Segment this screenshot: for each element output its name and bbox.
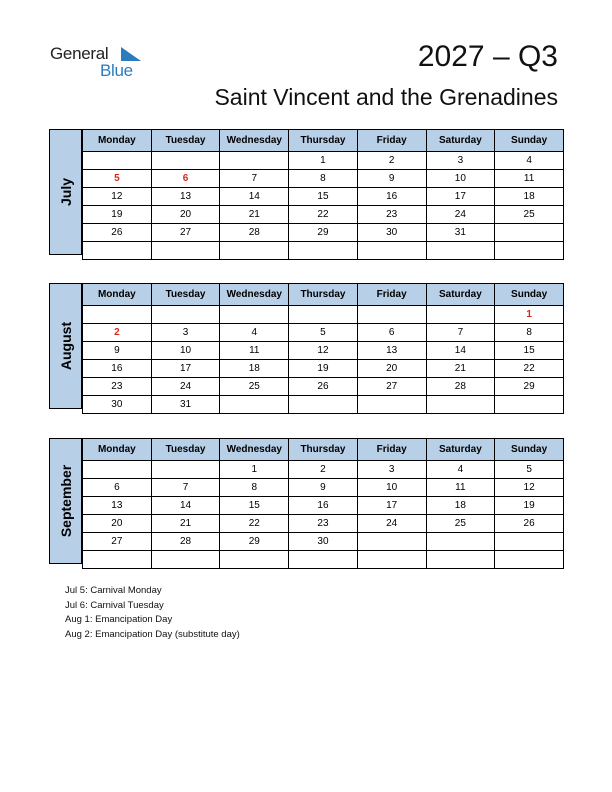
logo-blue-text: Blue	[100, 61, 133, 80]
weekday-header: Saturday	[426, 284, 495, 306]
day-cell: 21	[426, 360, 495, 378]
day-cell: 24	[151, 378, 220, 396]
day-cell	[151, 551, 220, 569]
day-cell	[83, 461, 152, 479]
day-cell	[220, 152, 289, 170]
day-cell: 23	[357, 206, 426, 224]
day-cell	[151, 461, 220, 479]
weekday-header: Tuesday	[151, 130, 220, 152]
day-cell: 11	[426, 479, 495, 497]
weekday-header-row	[83, 284, 564, 306]
day-cell: 11	[220, 342, 289, 360]
day-cell: 17	[151, 360, 220, 378]
day-cell: 15	[289, 188, 358, 206]
day-cell	[426, 533, 495, 551]
day-cell	[289, 551, 358, 569]
day-cell: 12	[495, 479, 564, 497]
day-cell	[83, 306, 152, 324]
day-cell: 26	[289, 378, 358, 396]
day-cell: 18	[495, 188, 564, 206]
day-cell: 19	[495, 497, 564, 515]
logo-triangle-icon	[121, 47, 141, 61]
calendar-table	[82, 129, 564, 260]
day-cell	[151, 242, 220, 260]
logo-general-text: General	[50, 44, 109, 63]
month-label: August	[57, 321, 74, 371]
day-cell: 16	[357, 188, 426, 206]
holiday-note: Aug 2: Emancipation Day (substitute day)	[65, 629, 240, 641]
weekday-header: Friday	[357, 284, 426, 306]
day-cell: 12	[83, 188, 152, 206]
weekday-header: Sunday	[495, 130, 564, 152]
day-cell: 25	[426, 515, 495, 533]
day-cell	[495, 242, 564, 260]
day-cell	[83, 242, 152, 260]
day-cell: 3	[357, 461, 426, 479]
month-label: September	[57, 464, 74, 538]
day-cell: 24	[357, 515, 426, 533]
week-row	[83, 342, 564, 360]
day-cell: 3	[426, 152, 495, 170]
holiday-note: Aug 1: Emancipation Day	[65, 614, 173, 626]
day-cell: 9	[357, 170, 426, 188]
week-row	[83, 306, 564, 324]
day-cell: 1	[289, 152, 358, 170]
day-cell	[426, 306, 495, 324]
day-cell: 25	[220, 378, 289, 396]
day-cell: 7	[220, 170, 289, 188]
day-cell: 13	[357, 342, 426, 360]
day-cell: 4	[426, 461, 495, 479]
day-cell: 15	[220, 497, 289, 515]
day-cell: 6	[83, 479, 152, 497]
calendar-table	[82, 438, 564, 569]
day-cell: 19	[83, 206, 152, 224]
day-cell: 26	[495, 515, 564, 533]
day-cell: 21	[220, 206, 289, 224]
day-cell: 29	[495, 378, 564, 396]
day-cell: 17	[426, 188, 495, 206]
day-cell: 4	[495, 152, 564, 170]
day-cell: 27	[83, 533, 152, 551]
week-row	[83, 479, 564, 497]
month-label: July	[57, 177, 74, 207]
week-row	[83, 188, 564, 206]
weekday-header: Friday	[357, 130, 426, 152]
day-cell	[289, 242, 358, 260]
day-cell: 30	[83, 396, 152, 414]
day-cell: 23	[289, 515, 358, 533]
day-cell: 8	[495, 324, 564, 342]
day-cell: 1	[220, 461, 289, 479]
weekday-header: Monday	[83, 439, 152, 461]
day-cell: 8	[220, 479, 289, 497]
day-cell: 2	[83, 324, 152, 342]
day-cell: 20	[357, 360, 426, 378]
day-cell: 2	[357, 152, 426, 170]
week-row	[83, 533, 564, 551]
day-cell: 31	[151, 396, 220, 414]
day-cell: 30	[357, 224, 426, 242]
week-row	[83, 170, 564, 188]
day-cell: 13	[151, 188, 220, 206]
day-cell: 1	[495, 306, 564, 324]
day-cell: 14	[151, 497, 220, 515]
day-cell: 15	[495, 342, 564, 360]
weekday-header: Sunday	[495, 439, 564, 461]
day-cell: 18	[426, 497, 495, 515]
day-cell: 22	[495, 360, 564, 378]
weekday-header: Thursday	[289, 284, 358, 306]
day-cell	[151, 152, 220, 170]
day-cell: 5	[289, 324, 358, 342]
day-cell: 29	[220, 533, 289, 551]
weekday-header: Saturday	[426, 130, 495, 152]
month-label-box	[49, 283, 82, 409]
day-cell: 23	[83, 378, 152, 396]
day-cell	[357, 551, 426, 569]
day-cell: 5	[83, 170, 152, 188]
month-label-box	[49, 129, 82, 255]
week-row	[83, 551, 564, 569]
day-cell	[151, 306, 220, 324]
day-cell: 7	[151, 479, 220, 497]
day-cell	[220, 306, 289, 324]
day-cell: 10	[426, 170, 495, 188]
day-cell	[357, 396, 426, 414]
day-cell: 9	[289, 479, 358, 497]
page-subtitle: Saint Vincent and the Grenadines	[214, 84, 558, 110]
day-cell	[357, 242, 426, 260]
week-row	[83, 242, 564, 260]
day-cell: 22	[220, 515, 289, 533]
weekday-header-row	[83, 130, 564, 152]
day-cell: 16	[289, 497, 358, 515]
weekday-header: Saturday	[426, 439, 495, 461]
week-row	[83, 360, 564, 378]
weekday-header-row	[83, 439, 564, 461]
day-cell: 2	[289, 461, 358, 479]
day-cell: 7	[426, 324, 495, 342]
weekday-header: Thursday	[289, 130, 358, 152]
week-row	[83, 206, 564, 224]
day-cell: 13	[83, 497, 152, 515]
day-cell: 21	[151, 515, 220, 533]
day-cell	[83, 551, 152, 569]
day-cell	[426, 242, 495, 260]
day-cell: 24	[426, 206, 495, 224]
day-cell: 30	[289, 533, 358, 551]
day-cell: 25	[495, 206, 564, 224]
day-cell: 8	[289, 170, 358, 188]
day-cell: 28	[220, 224, 289, 242]
day-cell: 20	[151, 206, 220, 224]
day-cell: 22	[289, 206, 358, 224]
day-cell	[495, 533, 564, 551]
day-cell: 11	[495, 170, 564, 188]
weekday-header: Monday	[83, 284, 152, 306]
day-cell: 14	[220, 188, 289, 206]
day-cell	[357, 306, 426, 324]
day-cell	[289, 306, 358, 324]
day-cell: 27	[357, 378, 426, 396]
day-cell: 19	[289, 360, 358, 378]
day-cell	[220, 396, 289, 414]
day-cell	[495, 551, 564, 569]
holiday-note: Jul 6: Carnival Tuesday	[65, 599, 164, 611]
week-row	[83, 324, 564, 342]
day-cell: 10	[357, 479, 426, 497]
week-row	[83, 396, 564, 414]
week-row	[83, 152, 564, 170]
weekday-header: Friday	[357, 439, 426, 461]
day-cell: 29	[289, 224, 358, 242]
weekday-header: Thursday	[289, 439, 358, 461]
week-row	[83, 497, 564, 515]
day-cell: 26	[83, 224, 152, 242]
weekday-header: Wednesday	[220, 439, 289, 461]
page-title: 2027 – Q3	[417, 40, 558, 73]
week-row	[83, 224, 564, 242]
day-cell: 4	[220, 324, 289, 342]
day-cell: 14	[426, 342, 495, 360]
day-cell: 28	[151, 533, 220, 551]
logo	[50, 44, 150, 84]
holiday-notes	[65, 584, 240, 643]
calendar-table	[82, 283, 564, 414]
day-cell: 20	[83, 515, 152, 533]
holiday-note: Jul 5: Carnival Monday	[65, 585, 162, 596]
day-cell: 16	[83, 360, 152, 378]
weekday-header: Wednesday	[220, 284, 289, 306]
day-cell	[426, 396, 495, 414]
day-cell: 3	[151, 324, 220, 342]
weekday-header: Wednesday	[220, 130, 289, 152]
day-cell: 12	[289, 342, 358, 360]
day-cell: 10	[151, 342, 220, 360]
day-cell: 6	[357, 324, 426, 342]
day-cell	[426, 551, 495, 569]
day-cell	[289, 396, 358, 414]
day-cell	[220, 551, 289, 569]
day-cell: 18	[220, 360, 289, 378]
day-cell: 9	[83, 342, 152, 360]
day-cell	[83, 152, 152, 170]
day-cell	[220, 242, 289, 260]
month-label-box	[49, 438, 82, 564]
weekday-header: Tuesday	[151, 284, 220, 306]
day-cell	[357, 533, 426, 551]
day-cell: 27	[151, 224, 220, 242]
week-row	[83, 515, 564, 533]
day-cell: 31	[426, 224, 495, 242]
day-cell	[495, 224, 564, 242]
day-cell: 17	[357, 497, 426, 515]
day-cell: 28	[426, 378, 495, 396]
day-cell	[495, 396, 564, 414]
day-cell: 5	[495, 461, 564, 479]
day-cell: 6	[151, 170, 220, 188]
weekday-header: Tuesday	[151, 439, 220, 461]
week-row	[83, 461, 564, 479]
week-row	[83, 378, 564, 396]
weekday-header: Monday	[83, 130, 152, 152]
weekday-header: Sunday	[495, 284, 564, 306]
